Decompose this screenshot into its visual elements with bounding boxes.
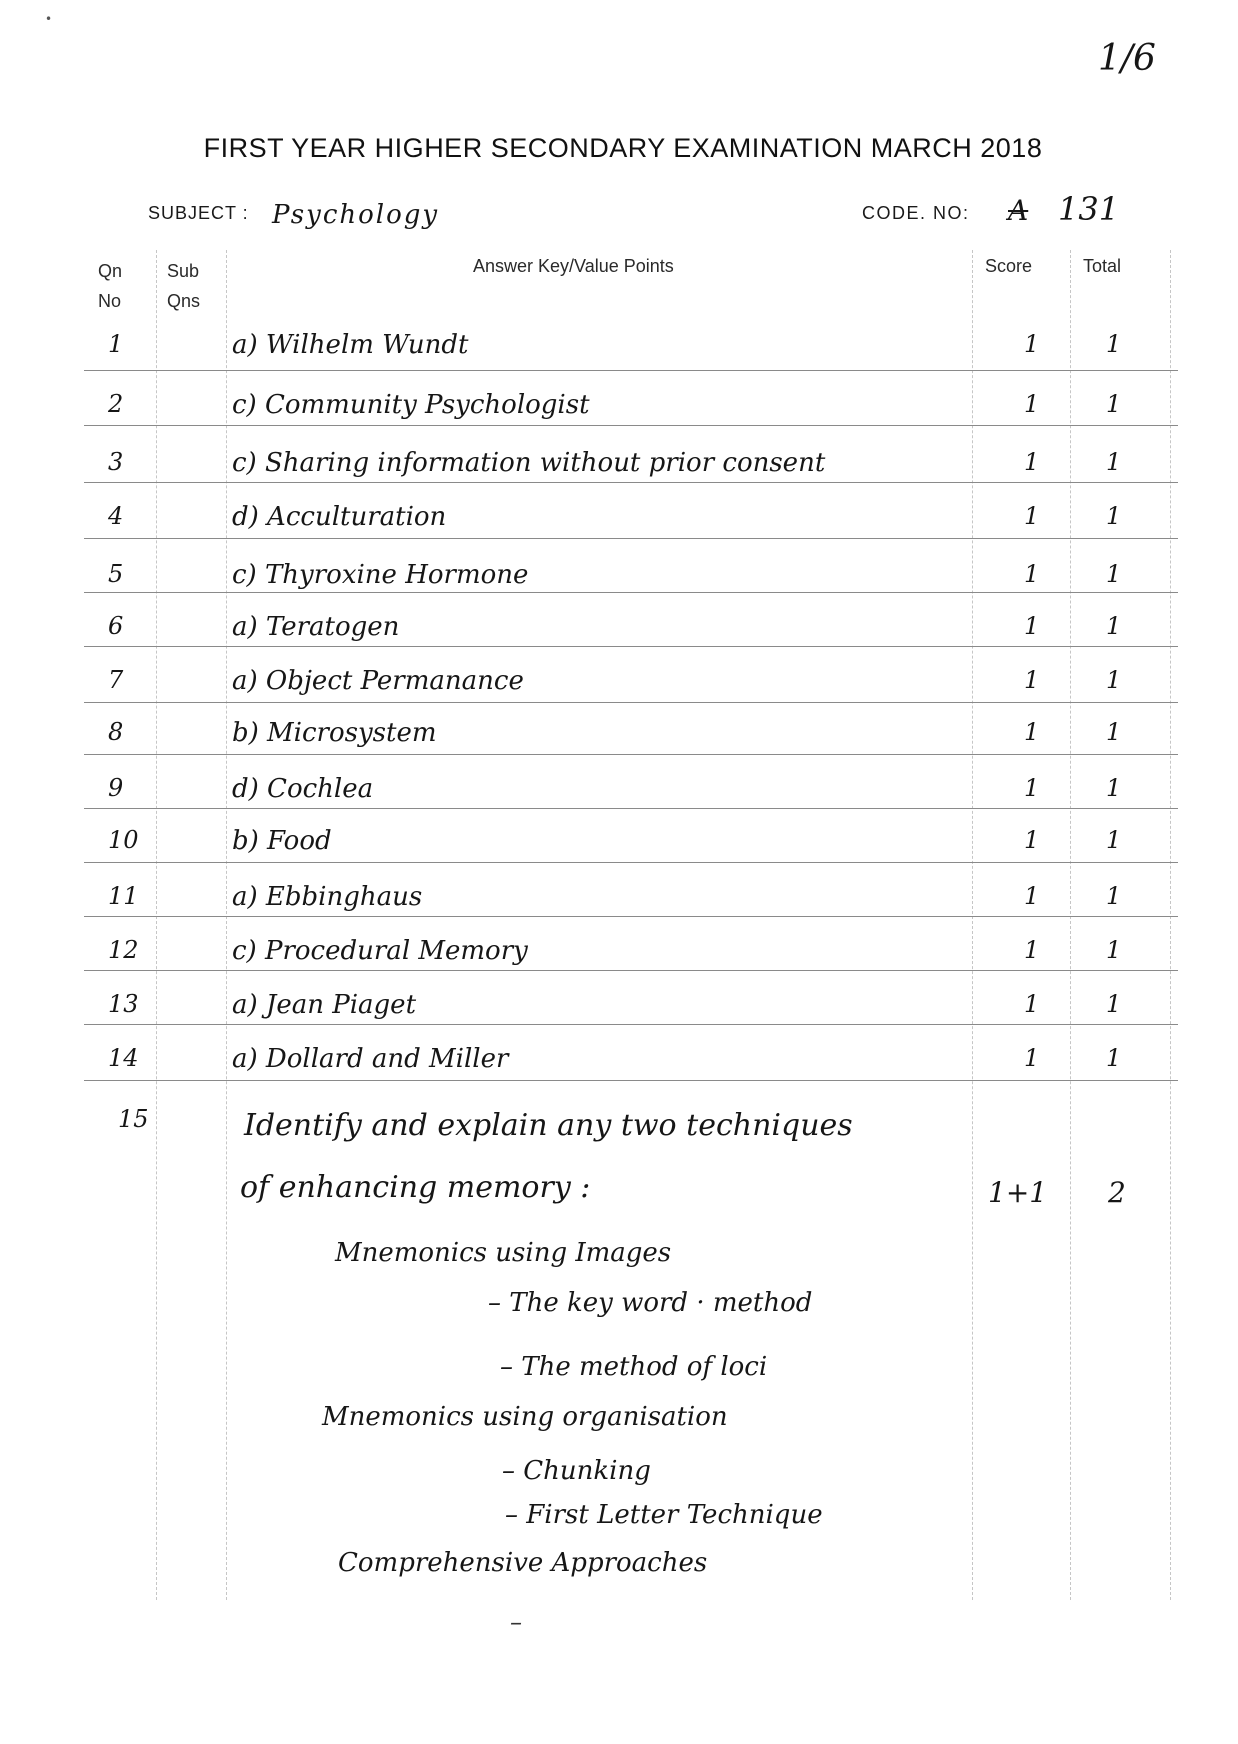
question-number: 12 [108,936,139,964]
question-number: 10 [108,826,139,854]
answer-row [0,882,1238,936]
score-value: 1 [1024,330,1040,358]
total-value: 1 [1106,612,1122,640]
score-value: 1+1 [988,1176,1048,1209]
score-value: 1 [1024,560,1040,588]
answer-text: c) Sharing information without prior consent [232,448,826,478]
question-number: 11 [108,882,139,910]
answer-row [0,448,1238,502]
score-value: 1 [1024,666,1040,694]
score-value: 1 [1024,936,1040,964]
score-value: 1 [1024,826,1040,854]
answer-text: c) Thyroxine Hormone [232,560,529,590]
score-value: 1 [1024,882,1040,910]
total-value: 1 [1106,826,1122,854]
column-header-qn-no: Qn No [98,261,123,311]
total-value: 2 [1108,1176,1126,1209]
code-label: CODE. NO: [862,203,970,223]
question-number: 13 [108,990,139,1018]
question-number: 3 [108,448,124,476]
answer-text: a) Dollard and Miller [232,1044,509,1074]
answer-text: c) Community Psychologist [232,390,590,420]
answer-text: c) Procedural Memory [232,936,528,966]
answer-text: d) Acculturation [232,502,447,532]
total-value: 1 [1106,990,1122,1018]
total-value: 1 [1106,330,1122,358]
subject-value: Psychology [272,200,440,230]
column-header-score: Score [985,256,1033,276]
question-number: 2 [108,390,124,418]
answer-row [0,560,1238,614]
question-number: 5 [108,560,124,588]
answer-row [0,826,1238,880]
total-value: 1 [1106,502,1122,530]
answer-point: – Chunking [502,1456,651,1486]
answer-text: a) Object Permanance [232,666,524,696]
answer-row [0,502,1238,556]
total-value: 1 [1106,774,1122,802]
answer-row [0,718,1238,772]
answer-text: b) Food [232,826,332,856]
answer-text: a) Wilhelm Wundt [232,330,469,360]
question-text: Identify and explain any two techniques [244,1108,853,1143]
question-number: 8 [108,718,124,746]
answer-row [0,330,1238,384]
score-value: 1 [1024,718,1040,746]
column-header-sub-qns: Sub Qns [167,261,201,311]
answer-point: Mnemonics using organisation [322,1402,728,1432]
score-value: 1 [1024,774,1040,802]
total-value: 1 [1106,448,1122,476]
answer-text: a) Jean Piaget [232,990,417,1020]
subject-label: SUBJECT : [148,203,249,223]
score-value: 1 [1024,502,1040,530]
question-text: of enhancing memory : [240,1170,591,1205]
column-header-total: Total [1083,256,1122,276]
exam-title: FIRST YEAR HIGHER SECONDARY EXAMINATION MARCH 2018 [203,133,1043,163]
question-number: 6 [108,612,124,640]
trailing-dash-mark: – [510,1608,522,1636]
answer-point: – First Letter Technique [505,1500,823,1530]
total-value: 1 [1106,936,1122,964]
total-value: 1 [1106,1044,1122,1072]
answer-row [0,990,1238,1044]
answer-row [0,612,1238,666]
total-value: 1 [1106,390,1122,418]
answer-text: d) Cochlea [232,774,374,804]
answer-row [0,774,1238,828]
question-number: 9 [108,774,124,802]
score-value: 1 [1024,390,1040,418]
code-struck-out-mark: A [1008,194,1029,227]
column-header-answer-key: Answer Key/Value Points [473,256,674,276]
score-value: 1 [1024,1044,1040,1072]
question-number: 1 [108,330,124,358]
question-number: 14 [108,1044,139,1072]
score-value: 1 [1024,612,1040,640]
answer-text: a) Teratogen [232,612,400,642]
total-value: 1 [1106,882,1122,910]
answer-row [0,666,1238,720]
answer-row [0,936,1238,990]
question-number: 4 [108,502,124,530]
scan-speck: • [45,12,53,26]
page-number: 1/6 [1098,38,1156,79]
question-number: 15 [118,1105,149,1133]
question-number: 7 [108,666,124,694]
score-value: 1 [1024,990,1040,1018]
answer-point: – The method of loci [500,1352,768,1382]
answer-point: Comprehensive Approaches [338,1548,708,1578]
answer-row [0,390,1238,444]
answer-point: Mnemonics using Images [335,1238,672,1268]
answer-text: a) Ebbinghaus [232,882,423,912]
total-value: 1 [1106,718,1122,746]
total-value: 1 [1106,560,1122,588]
score-value: 1 [1024,448,1040,476]
code-value: 131 [1058,190,1120,228]
answer-text: b) Microsystem [232,718,437,748]
answer-row [0,1044,1238,1098]
total-value: 1 [1106,666,1122,694]
answer-point: – The key word · method [488,1288,813,1318]
